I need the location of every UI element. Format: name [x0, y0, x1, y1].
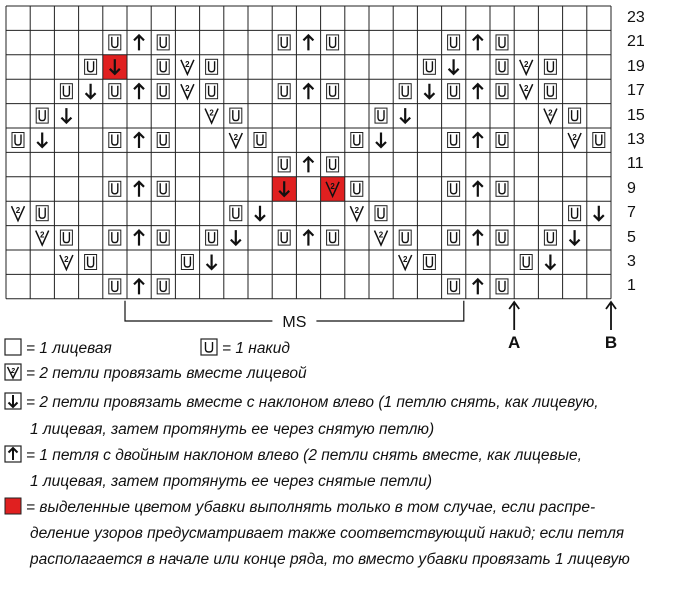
k2tog-icon	[350, 206, 363, 221]
double-decrease-icon	[473, 133, 483, 148]
legend-k2tog: 2 = 2 петли провязать вместе лицевой	[4, 362, 307, 386]
row-number: 23	[627, 9, 645, 26]
svg-text:2: 2	[185, 59, 190, 69]
yarn-over-icon	[206, 84, 218, 99]
double-decrease-icon	[303, 157, 313, 172]
double-decrease-icon	[134, 279, 144, 294]
legend-cdd: = 1 петля с двойным наклоном влево (2 петли снять вместе, как лицевые,	[4, 444, 582, 468]
svg-text:2: 2	[64, 255, 69, 264]
double-decrease-icon	[134, 133, 144, 148]
yarn-over-icon	[12, 133, 24, 148]
svg-text:2: 2	[572, 133, 577, 142]
svg-text:2: 2	[39, 230, 45, 240]
ssk-icon	[424, 84, 434, 99]
yarn-over-icon	[544, 230, 556, 245]
k2tog-icon	[4, 363, 22, 381]
double-decrease-icon	[303, 84, 313, 99]
yarn-over-icon	[569, 108, 581, 123]
legend-knit: = 1 лицевая	[4, 337, 112, 361]
row-number: 19	[627, 57, 645, 75]
yarn-over-icon	[448, 35, 460, 50]
cdd-icon	[4, 445, 22, 463]
yarn-over-icon	[327, 84, 339, 99]
svg-text:B: B	[604, 333, 618, 352]
k2tog-icon	[544, 109, 557, 124]
legend-ssk-cont: 1 лицевая, затем протянуть ее через снятую петлю)	[30, 421, 435, 438]
ssk-icon	[376, 133, 386, 148]
repeat-label: MS	[282, 314, 307, 331]
svg-text:2: 2	[548, 108, 553, 118]
ssk-icon	[4, 392, 22, 410]
svg-text:2: 2	[185, 84, 190, 94]
yarn-over-icon	[60, 84, 72, 99]
double-decrease-icon	[473, 279, 483, 294]
row-number: 13	[627, 131, 645, 148]
row-number: 3	[627, 253, 636, 270]
double-decrease-icon	[473, 84, 483, 99]
k2tog-icon	[399, 255, 412, 270]
k2tog-icon	[568, 133, 581, 148]
yarn-over-icon	[109, 279, 121, 294]
double-decrease-icon	[134, 84, 144, 99]
yarn-over-icon	[399, 230, 411, 245]
ssk-icon	[207, 255, 217, 270]
ssk-icon	[61, 108, 71, 123]
double-decrease-icon	[473, 35, 483, 50]
double-decrease-icon	[303, 35, 313, 50]
yarn-over-icon	[36, 206, 48, 221]
k2tog-icon	[60, 255, 73, 270]
yarn-over-icon	[157, 133, 169, 148]
row-number: 15	[627, 106, 645, 124]
yarn-over-icon	[448, 230, 460, 245]
double-decrease-icon	[134, 182, 144, 197]
ssk-icon	[231, 230, 241, 245]
svg-text:2: 2	[11, 368, 15, 375]
svg-text:2: 2	[233, 133, 239, 142]
k2tog-icon	[520, 84, 533, 99]
yarn-over-icon	[109, 35, 121, 50]
ssk-icon	[449, 59, 459, 74]
yarn-over-icon	[157, 181, 169, 196]
legend-red-cont1: деление узоров предусматривает также соответствующий накид; если петля	[30, 525, 625, 542]
row-number: 5	[627, 228, 636, 246]
yarn-over-icon	[496, 35, 508, 50]
yarn-over-icon	[496, 181, 508, 196]
k2tog-icon	[375, 231, 388, 246]
legend-ssk: = 2 петли провязать вместе с наклоном влево (1 петлю снять, как лицевую,	[4, 391, 599, 415]
double-decrease-icon	[134, 35, 144, 50]
yarn-over-icon	[36, 108, 48, 123]
svg-text:2: 2	[330, 181, 335, 191]
k2tog-icon	[12, 206, 25, 221]
yarn-over-icon	[157, 35, 169, 50]
legend-cdd-cont: 1 лицевая, затем протянуть ее через снятые петли)	[30, 473, 433, 490]
svg-text:2: 2	[15, 206, 21, 216]
row-number: 11	[627, 155, 644, 173]
yarn-over-icon	[496, 133, 508, 148]
ssk-icon	[545, 255, 555, 270]
yarn-over-icon	[206, 230, 218, 245]
yarn-over-icon	[448, 84, 460, 99]
ssk-icon	[594, 206, 604, 221]
yarn-over-icon	[496, 59, 508, 74]
k2tog-icon	[181, 84, 194, 99]
yarn-over-icon	[278, 35, 290, 50]
yarn-over-icon	[375, 206, 387, 221]
row-number: 21	[627, 33, 645, 51]
yarn-over-icon	[351, 181, 363, 196]
k2tog-icon	[36, 231, 49, 246]
legend-red: = выделенные цветом убавки выполнять только в том случае, если распре-	[4, 496, 595, 520]
svg-text:2: 2	[209, 108, 214, 118]
yarn-over-icon	[109, 133, 121, 148]
yarn-over-icon	[448, 181, 460, 196]
legend-yo: = 1 накид	[200, 337, 290, 361]
svg-text:2: 2	[378, 230, 384, 240]
yarn-over-icon	[85, 255, 97, 270]
row-number: 7	[627, 204, 636, 222]
marker-a	[508, 302, 520, 352]
yarn-over-icon	[230, 206, 242, 221]
ssk-icon	[570, 230, 580, 245]
yarn-over-icon	[593, 133, 605, 148]
yarn-over-icon	[109, 230, 121, 245]
marker-b	[605, 302, 617, 352]
double-decrease-icon	[134, 231, 144, 246]
yarn-over-icon	[230, 108, 242, 123]
yarn-over-icon	[569, 206, 581, 221]
yarn-over-icon	[278, 84, 290, 99]
yarn-over-icon	[85, 59, 97, 74]
yarn-over-icon	[278, 157, 290, 172]
legend-red-cont2: располагается в начале или конце ряда, то вместо убавки провязать 1 лицевую	[30, 551, 630, 568]
yarn-over-icon	[375, 108, 387, 123]
yarn-over-icon	[206, 59, 218, 74]
yarn-over-icon	[327, 35, 339, 50]
double-decrease-icon	[473, 231, 483, 246]
svg-text:2: 2	[523, 59, 529, 69]
svg-text:2: 2	[354, 206, 360, 216]
k2tog-icon	[229, 133, 242, 148]
yarn-over-icon	[200, 338, 218, 356]
yarn-over-icon	[448, 279, 460, 294]
svg-text:2: 2	[402, 255, 408, 264]
yarn-over-icon	[157, 59, 169, 74]
k2tog-icon	[181, 60, 194, 75]
row-number: 9	[627, 179, 636, 197]
red-highlight-icon	[4, 497, 22, 515]
double-decrease-icon	[473, 182, 483, 197]
yarn-over-icon	[327, 157, 339, 172]
ssk-icon	[37, 133, 47, 148]
yarn-over-icon	[157, 84, 169, 99]
row-number: 1	[627, 277, 636, 295]
knit-symbol-icon	[4, 338, 22, 356]
k2tog-icon	[205, 109, 218, 124]
ssk-icon	[400, 108, 410, 123]
yarn-over-icon	[496, 279, 508, 294]
k2tog-icon	[520, 60, 533, 75]
yarn-over-icon	[520, 255, 532, 270]
yarn-over-icon	[399, 84, 411, 99]
ssk-icon	[255, 206, 265, 221]
yarn-over-icon	[109, 181, 121, 196]
yarn-over-icon	[157, 230, 169, 245]
yarn-over-icon	[423, 59, 435, 74]
yarn-over-icon	[496, 84, 508, 99]
yarn-over-icon	[60, 230, 72, 245]
yarn-over-icon	[254, 133, 266, 148]
yarn-over-icon	[423, 255, 435, 270]
yarn-over-icon	[327, 230, 339, 245]
row-number: 17	[627, 82, 645, 100]
yarn-over-icon	[544, 59, 556, 74]
double-decrease-icon	[303, 231, 313, 246]
ssk-icon	[86, 84, 96, 99]
yarn-over-icon	[496, 230, 508, 245]
yarn-over-icon	[544, 84, 556, 99]
svg-text:A: A	[508, 333, 521, 352]
yarn-over-icon	[448, 133, 460, 148]
yarn-over-icon	[157, 279, 169, 294]
yarn-over-icon	[351, 133, 363, 148]
svg-text:2: 2	[523, 84, 529, 94]
yarn-over-icon	[278, 230, 290, 245]
yarn-over-icon	[181, 255, 193, 270]
yarn-over-icon	[109, 84, 121, 99]
